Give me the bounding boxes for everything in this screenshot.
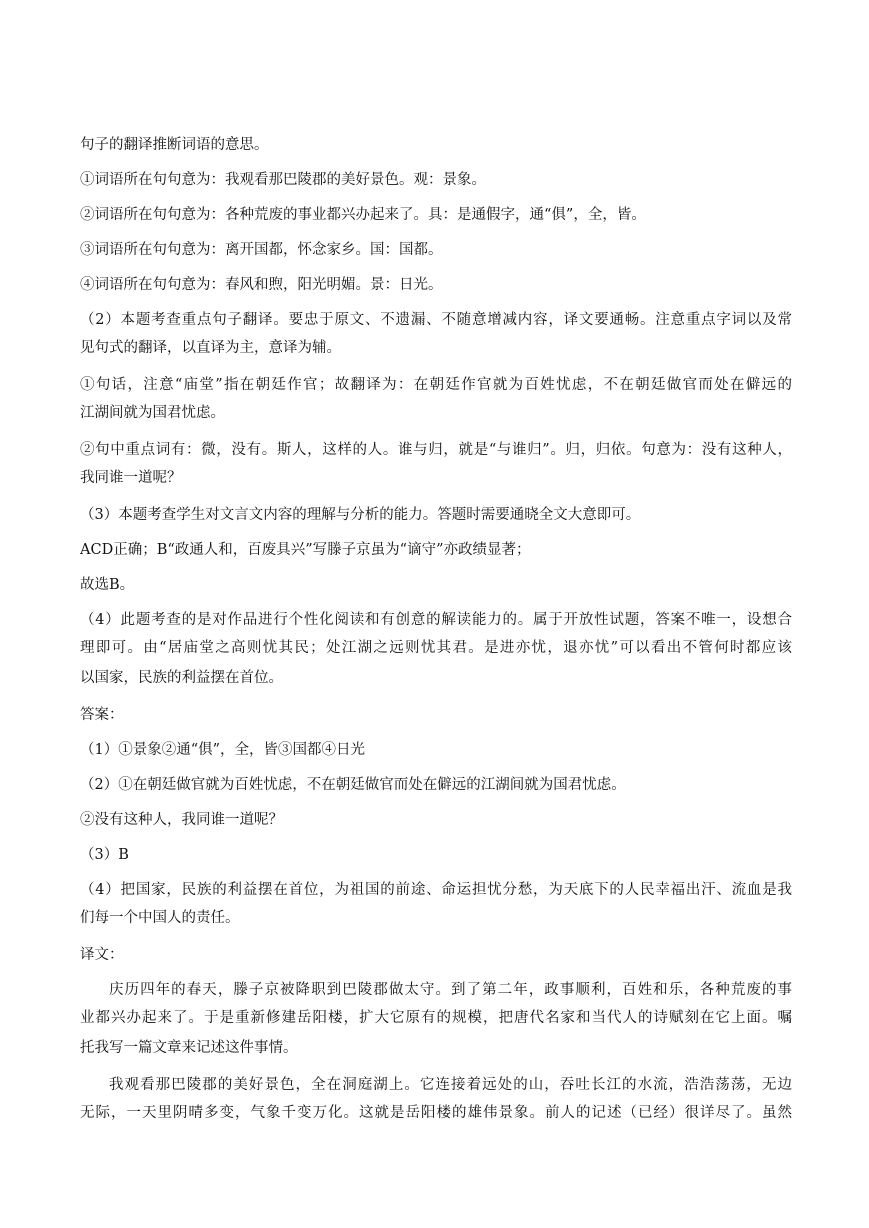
text-line: （3）B xyxy=(80,847,129,863)
text-line: 译文： xyxy=(80,947,124,963)
text-line: 们每一个中国人的责任。 xyxy=(80,910,240,926)
text-line: （3）本题考查学生对文言文内容的理解与分析的能力。答题时需要通晓全文大意即可。 xyxy=(80,507,641,523)
text-line: ④词语所在句句意为：春风和煦，阳光明媚。景：日光。 xyxy=(80,277,443,293)
text-line: ②没有这种人，我同谁一道呢？ xyxy=(80,812,283,828)
text-line: ACD正确；B“政通人和，百废具兴”写滕子京虽为“谪守”亦政绩显著； xyxy=(80,542,531,558)
text-line: 无际，一天里阴晴多变，气象千变万化。这就是岳阳楼的雄伟景象。前人的记述（已经）很详尽了。虽然 xyxy=(80,1105,792,1121)
text-line: （4）此题考查的是对作品进行个性化阅读和有创意的解读能力的。属于开放性试题，答案不唯一，设想合 xyxy=(80,612,792,628)
text-line: ②词语所在句句意为：各种荒废的事业都兴办起来了。具：是通假字，通“俱”，全，皆。 xyxy=(80,207,646,223)
text-line: 庆历四年的春天，滕子京被降职到巴陵郡做太守。到了第二年，政事顺利，百姓和乐，各种荒废的事 xyxy=(109,982,792,998)
document-page xyxy=(80,128,792,1133)
text-line: 托我写一篇文章来记述这件事情。 xyxy=(80,1040,298,1056)
text-line: （4）把国家，民族的利益摆在首位，为祖国的前途、命运担忧分愁，为天底下的人民幸福出汗、流血是我 xyxy=(80,882,792,898)
text-line: （2）①在朝廷做官就为百姓忧虑，不在朝廷做官而处在僻远的江湖间就为国君忧虑。 xyxy=(80,777,626,793)
text-line: 句子的翻译推断词语的意思。 xyxy=(80,137,269,153)
text-line: 答案： xyxy=(80,707,124,723)
text-line: ①句话，注意“庙堂”指在朝廷作官；故翻译为：在朝廷作官就为百姓忧虑，不在朝廷做官而处在僻远的 xyxy=(80,377,792,393)
text-line: 以国家，民族的利益摆在首位。 xyxy=(80,670,283,686)
text-line: （2）本题考查重点句子翻译。要忠于原文、不遗漏、不随意增减内容，译文要通畅。注意重点字词以及常 xyxy=(80,312,792,328)
text-line: 我同谁一道呢？ xyxy=(80,470,182,486)
text-line: 江湖间就为国君忧虑。 xyxy=(80,405,225,421)
text-line: ③词语所在句句意为：离开国都，怀念家乡。国：国都。 xyxy=(80,242,443,258)
text-line: （1）①景象②通“俱”，全，皆③国都④日光 xyxy=(80,742,366,758)
text-line: ①词语所在句句意为：我观看那巴陵郡的美好景色。观：景象。 xyxy=(80,172,486,188)
text-line: 见句式的翻译，以直译为主，意译为辅。 xyxy=(80,340,341,356)
text-line: 业都兴办起来了。于是重新修建岳阳楼，扩大它原有的规模，把唐代名家和当代人的诗赋刻在它上面。嘱 xyxy=(80,1010,792,1026)
text-line: 理即可。由“居庙堂之高则忧其民；处江湖之远则忧其君。是进亦忧，退亦忧”可以看出不管何时都应该 xyxy=(80,640,792,656)
text-line: ②句中重点词有：微，没有。斯人，这样的人。谁与归，就是“与谁归”。归，归依。句意为：没有这种人， xyxy=(80,442,792,458)
text-line: 我观看那巴陵郡的美好景色，全在洞庭湖上。它连接着远处的山，吞吐长江的水流，浩浩荡荡，无边 xyxy=(109,1077,792,1093)
text-line: 故选B。 xyxy=(80,577,135,593)
